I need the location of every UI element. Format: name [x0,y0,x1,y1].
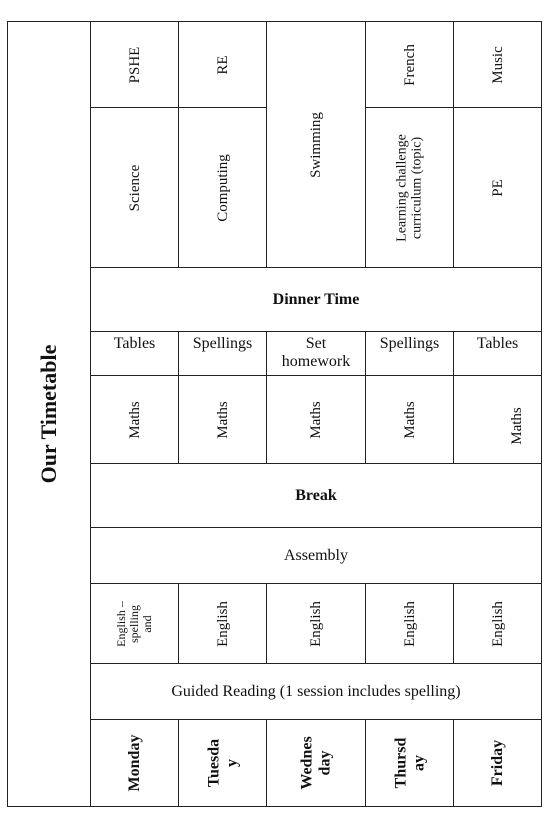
subject-re: RE [214,54,231,75]
day-header-thursday [365,719,454,807]
day-label-wednesday [298,736,333,789]
english-spelling-line-2: spelling [126,604,141,643]
friday-homework-cell [453,331,542,376]
friday-maths-cell [453,375,542,464]
thursday-afternoon-bottom-cell [365,107,454,268]
guided-reading-label: Guided Reading (1 session includes spelling) [171,682,461,700]
subject-maths-friday: Maths [508,406,525,445]
day-label-friday [489,740,507,786]
day-label-tuesday [205,739,240,787]
subject-pe: PE [489,178,506,197]
subject-english-tuesday: English [214,600,231,647]
subject-english-friday: English [489,600,506,647]
homework-set-homework [282,335,350,370]
day-label-tuesday-line-2: y [222,759,240,768]
tuesday-english-cell [178,583,267,664]
english-spelling-line-3: and [140,614,155,633]
wednesday-afternoon-cell [266,21,366,268]
subject-maths-tuesday: Maths [214,400,231,439]
monday-afternoon-top-cell [90,21,179,108]
friday-afternoon-top-cell [453,21,542,108]
day-header-tuesday [178,719,267,807]
page-title: Our Timetable [35,344,61,484]
day-label-monday-line-1: Monday [125,734,143,792]
homework-tables-friday: Tables [476,335,519,352]
homework-spellings-thursday: Spellings [379,335,440,352]
day-label-tuesday-line-1: Tuesda [204,738,222,788]
learning-challenge-line-2: curriculum (topic) [409,136,425,239]
break-row [90,463,542,528]
thursday-homework-cell [365,331,454,376]
day-header-friday [453,719,542,807]
monday-homework-cell [90,331,179,376]
dinner-time-row [90,267,542,332]
day-label-wednesday-line-2: day [316,750,333,776]
assembly-row [90,527,542,584]
day-label-thursday-line-2: ay [409,755,427,772]
day-header-wednesday [266,719,366,807]
wednesday-english-cell [266,583,366,664]
subject-english-spelling [115,601,155,647]
subject-swimming: Swimming [307,111,324,178]
tuesday-afternoon-bottom-cell [178,107,267,268]
day-label-monday [126,735,144,792]
tuesday-homework-cell [178,331,267,376]
assembly-label: Assembly [284,546,348,564]
monday-maths-cell [90,375,179,464]
set-homework-line-1: Set [305,335,327,352]
day-header-monday [90,719,179,807]
subject-computing: Computing [214,153,231,222]
wednesday-maths-cell [266,375,366,464]
monday-english-cell [90,583,179,664]
break-label: Break [295,486,337,504]
subject-maths-monday: Maths [126,400,143,439]
learning-challenge-line-1: Learning challenge [394,133,410,242]
day-label-wednesday-line-1: Wednes [298,736,316,790]
subject-learning-challenge [394,134,425,242]
title-cell [7,21,91,807]
wednesday-homework-cell [266,331,366,376]
day-label-thursday [392,738,427,789]
english-spelling-line-1: English – [113,600,128,647]
subject-english-thursday: English [401,600,418,647]
friday-english-cell [453,583,542,664]
subject-science: Science [126,164,143,211]
thursday-afternoon-top-cell [365,21,454,108]
subject-english-wednesday: English [307,600,324,647]
set-homework-line-2: homework [281,352,351,370]
homework-spellings-tuesday: Spellings [192,335,253,352]
subject-pshe: PSHE [126,46,143,83]
guided-reading-row [90,663,542,720]
thursday-maths-cell [365,375,454,464]
day-label-thursday-line-1: Thursd [391,737,409,789]
friday-afternoon-bottom-cell [453,107,542,268]
monday-afternoon-bottom-cell [90,107,179,268]
subject-music: Music [489,45,506,84]
homework-tables-monday: Tables [113,335,156,352]
subject-maths-thursday: Maths [401,400,418,439]
dinner-time-label: Dinner Time [272,290,360,308]
day-label-friday-line-1: Friday [488,739,506,787]
tuesday-maths-cell [178,375,267,464]
tuesday-afternoon-top-cell [178,21,267,108]
subject-french: French [401,43,418,86]
thursday-english-cell [365,583,454,664]
subject-maths-wednesday: Maths [307,400,324,439]
